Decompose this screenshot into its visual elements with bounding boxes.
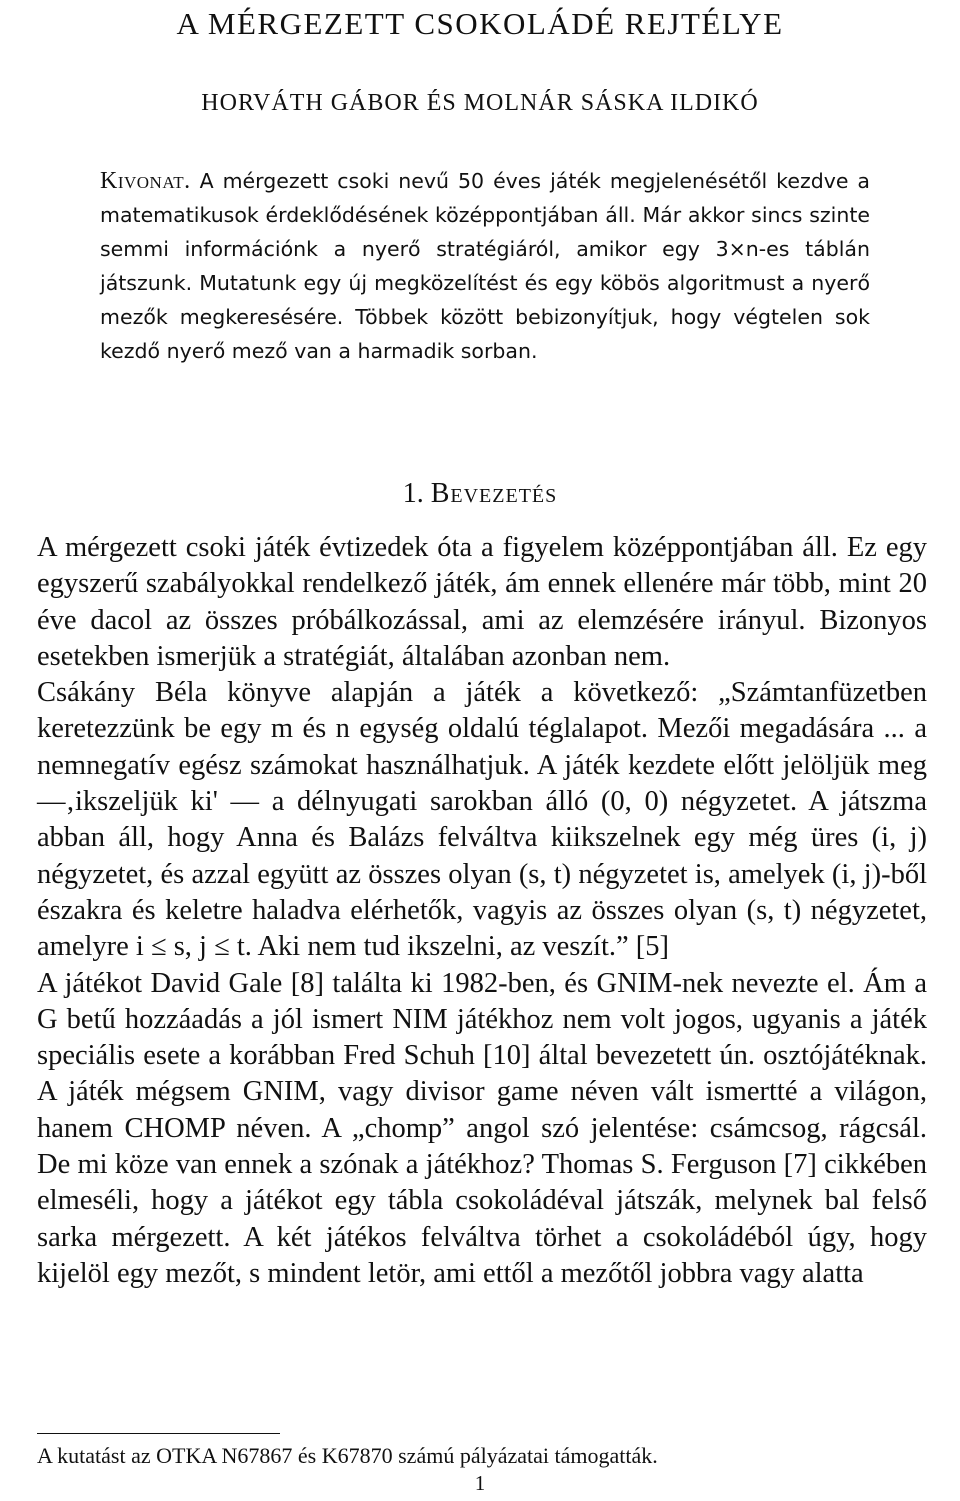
section-number: 1.	[402, 478, 424, 509]
body-text	[37, 530, 927, 1292]
paragraph: Csákány Béla könyve alapján a játék a következő: „Számtanfüzetben keretezzünk be egy m és n egység oldalú téglalapot. Mezői megadására ... a nemnegatív egész számokat használhatjuk. A játék kezdete előtt jelöljük meg —‚ikszeljük ki' — a délnyugati sarokban álló (0, 0) négyzetet. A játszma abban áll, hogy Anna és Balázs felváltva kiikszelnek egy még üres (i, j) négyzetet, és azzal együtt az összes olyan (s, t) négyzetet is, amelyek (i, j)-ből északra és keletre haladva elérhetők, vagyis az összes olyan (s, t) négyzetet, amelyre i ≤ s, j ≤ t. Aki nem tud ikszelni, az veszít.” [5]	[37, 677, 927, 963]
footnote: A kutatást az OTKA N67867 és K67870 számú pályázatai támogatták.	[37, 1443, 658, 1468]
abstract	[100, 164, 870, 368]
footnote-rule	[37, 1433, 280, 1434]
abstract-text: A mérgezett csoki nevű 50 éves játék megjelenésétől kezdve a matematikusok érdeklődésének középpontjában áll. Már akkor sincs szinte semmi információnk a nyerő stratégiáról, amikor egy 3×n-es táblán játszunk. Mutatunk egy új megközelítést és egy köbös algoritmust a nyerő mezők megkeresésére. Többek között bebizonyítjuk, hogy végtelen sok kezdő nyerő mező van a harmadik sorban.	[100, 169, 870, 363]
paragraph: A mérgezett csoki játék évtizedek óta a figyelem középpontjában áll. Ez egy egyszerű szabályokkal rendelkező játék, ám ennek ellenére már több, mint 20 éve dacol az összes próbálkozással, ami az elemzésére irányul. Bizonyos esetekben ismerjük a stratégiát, általában azonban nem.	[37, 532, 927, 672]
abstract-label: Kivonat.	[100, 168, 191, 194]
paragraph: A játékot David Gale [8] találta ki 1982-ben, és GNIM-nek nevezte el. Ám a G betű hozzáadás a jól ismert NIM játékhoz nem volt jogos, ugyanis a játék speciális esete a korábban Fred Schuh [10] által bevezetett ún. osztójátéknak. A játék mégsem GNIM, vagy divisor game néven vált ismertté a világon, hanem CHOMP néven. A „chomp” angol szó jelentése: csámcsog, rágcsál. De mi köze van ennek a szónak a játékhoz? Thomas S. Ferguson [7] cikkében elmeséli, hogy a játékot egy tábla csokoládéval játszák, melynek bal felső sarka mérgezett. A két játékos felváltva törhet a csokoládéból úgy, hogy kijelöl egy mezőt, s mindent letör, ami ettől a mezőtől jobbra vagy alatta	[37, 967, 927, 1289]
section-title: Bevezetés	[430, 478, 558, 509]
paper-title: A MÉRGEZETT CSOKOLÁDÉ REJTÉLYE	[176, 6, 784, 41]
page-number: 1	[474, 1471, 486, 1495]
paper-authors: HORVÁTH GÁBOR ÉS MOLNÁR SÁSKA ILDIKÓ	[201, 90, 759, 116]
section-heading	[0, 477, 960, 511]
